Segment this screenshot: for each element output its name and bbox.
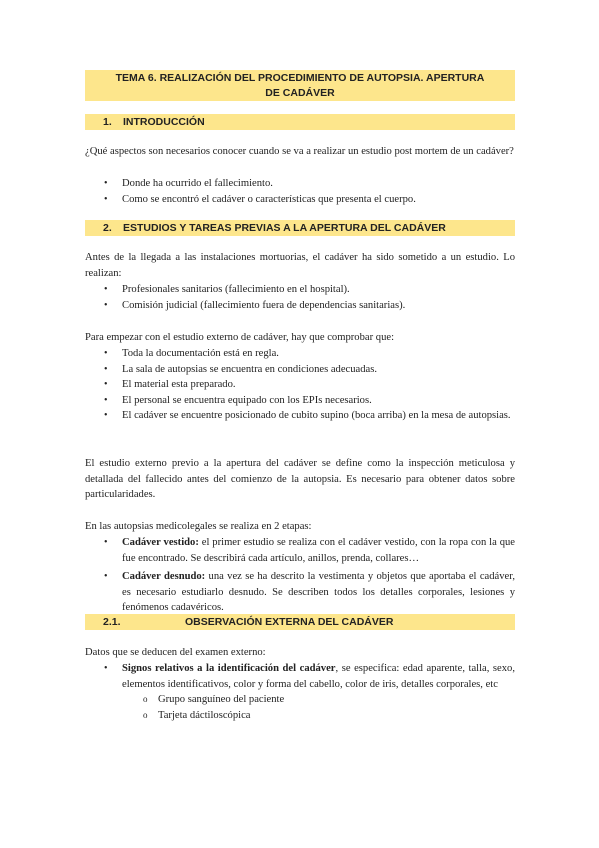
bullet-icon: • — [104, 348, 108, 359]
sub-list-item: o Grupo sanguíneo del paciente — [122, 692, 515, 708]
circle-bullet-icon: o — [143, 709, 148, 720]
section-heading-studies — [85, 220, 515, 236]
section-number: 2.1. — [103, 616, 121, 628]
bullet-icon: • — [104, 379, 108, 390]
section-title: ESTUDIOS Y TAREAS PREVIAS A LA APERTURA DEL CADÁVER — [123, 222, 446, 234]
identification-bullet-list — [85, 661, 515, 723]
bullet-icon: • — [104, 193, 108, 205]
list-item: • Comisión judicial (fallecimiento fuera de dependencias sanitarias). — [85, 298, 515, 314]
performers-bullet-list — [85, 282, 515, 313]
bullet-icon: • — [104, 410, 108, 421]
checks-bullet-list — [85, 346, 515, 424]
identification-sub-list — [122, 692, 515, 723]
intro-paragraph: ¿Qué aspectos son necesarios conocer cuando se va a realizar un estudio post mortem de un cadáver? — [85, 146, 514, 157]
studies-intro-paragraph: Antes de la llegada a las instalaciones mortuorias, el cadáver ha sido sometido a un estudio. Lo realizan: — [85, 252, 515, 279]
bullet-icon: • — [104, 363, 108, 375]
section-heading-intro — [85, 114, 515, 130]
list-item: • El material esta preparado. — [85, 377, 515, 393]
list-item: • Como se encontró el cadáver o características que presenta el cuerpo. — [85, 192, 515, 208]
list-item: • Cadáver vestido: el primer estudio se realiza con el cadáver vestido, con la ropa con la que fue encontrado. Se describirá cada artículo, anillos, prenda, collares… — [104, 537, 515, 564]
bullet-icon: • — [104, 299, 108, 311]
bullet-icon: • — [104, 178, 108, 189]
bullet-icon: • — [104, 537, 108, 548]
list-item: • Profesionales sanitarios (fallecimiento en el hospital). — [85, 282, 515, 298]
sub-list-item: o Tarjeta dáctiloscópica — [122, 708, 515, 724]
list-item: • Cadáver desnudo: una vez se ha descrito la vestimenta y objetos que aportaba el cadáver, es necesario estudiarlo desnudo. Se describen todos los detalles corporales, lesiones y fenómenos cadavéricos. — [104, 571, 515, 613]
document-title — [85, 70, 515, 101]
section-title: OBSERVACIÓN EXTERNA DEL CADÁVER — [185, 616, 394, 628]
list-item: • El personal se encuentra equipado con los EPIs necesarios. — [85, 393, 515, 409]
external-exam-intro: Datos que se deducen del examen externo: — [85, 647, 266, 658]
checks-intro-paragraph: Para empezar con el estudio externo de cadáver, hay que comprobar que: — [85, 332, 395, 343]
external-study-paragraph: El estudio externo previo a la apertura del cadáver se define como la inspección meticulosa y detallada del fallecido antes del comienzo de la autopsia. Es necesario para obtener datos sobre particularidades. — [85, 458, 515, 500]
list-item: • La sala de autopsias se encuentra en condiciones adecuadas. — [85, 362, 515, 378]
section-heading-external-observation — [85, 614, 515, 630]
stages-intro-paragraph: En las autopsias medicolegales se realiza en 2 etapas: — [85, 521, 312, 532]
circle-bullet-icon: o — [143, 694, 148, 704]
bullet-icon: • — [104, 394, 108, 406]
title-line-1: TEMA 6. REALIZACIÓN DEL PROCEDIMIENTO DE AUTOPSIA. APERTURA — [115, 72, 485, 84]
list-item: • Signos relativos a la identificación del cadáver, se especifica: edad aparente, talla, sexo, elementos identificativos, color y forma del cabello, color de iris, detalles corporales, etc o Grupo sanguíneo del paciente o Tarjeta dáctiloscópica — [85, 661, 515, 723]
item-label: Signos relativos a la identificación del cadáver — [122, 663, 336, 674]
title-line-2: DE CADÁVER — [265, 87, 335, 99]
stage-label: Cadáver desnudo: — [122, 571, 206, 582]
intro-bullet-list — [85, 176, 515, 207]
bullet-icon: • — [104, 663, 108, 674]
list-item: • El cadáver se encuentre posicionado de cubito supino (boca arriba) en la mesa de autopsias. — [85, 408, 515, 424]
stage-label: Cadáver vestido: — [122, 537, 199, 548]
section-title: INTRODUCCIÓN — [123, 116, 205, 128]
bullet-icon: • — [104, 284, 108, 295]
list-item: • Donde ha ocurrido el fallecimiento. — [85, 176, 515, 192]
bullet-icon: • — [104, 571, 108, 582]
section-number: 1. — [103, 116, 112, 128]
stages-bullet-list — [85, 535, 515, 616]
list-item: • Toda la documentación está en regla. — [85, 346, 515, 362]
section-number: 2. — [103, 222, 112, 234]
